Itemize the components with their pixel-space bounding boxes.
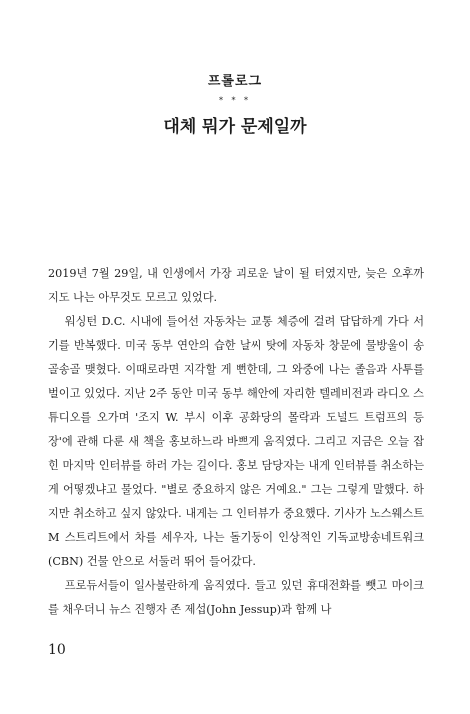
paragraph-2: 워싱턴 D.C. 시내에 들어선 자동차는 교통 체증에 걸려 답답하게 가다 서기를 반복했다. 미국 동부 연안의 습한 날씨 탓에 자동차 창문에 물방울이 송골송골 맺혔다. 이때로라면 지각할 게 뻔한데, 그 와중에 나는 졸음과 사투를 벌이고 있었다. 지난 2주 동안 미국 동부 해안에 자리한 텔레비전과 라디오 스튜디오를 오가며 '조지 W. 부시 이후 공화당의 몰락과 도널드 트럼프의 등장'에 관해 다룬 새 책을 홍보하느라 바쁘게 움직였다. 그리고 지금은 오늘 잡힌 마지막 인터뷰를 하러 가는 길이다. 홍보 담당자는 내게 인터뷰를 취소하는 게 어떻겠냐고 물었다. "별로 중요하지 않은 거예요." 그는 그렇게 말했다. 하지만 취소하고 싶지 않았다. 내게는 그 인터뷰가 중요했다. 기사가 노스웨스트 M 스트리트에서 차를 세우자, 나는 돌기둥이 인상적인 기독교방송네트워크(CBN) 건물 안으로 서둘러 뛰어 들어갔다.: [48, 315, 424, 568]
body-text: [48, 262, 424, 622]
chapter-title: 대체 뭐가 문제일까: [163, 117, 307, 137]
page-number: 10: [48, 642, 66, 658]
paragraph-3: 프로듀서들이 일사불란하게 움직였다. 들고 있던 휴대전화를 뺏고 마이크를 채우더니 뉴스 진행자 존 제섭(John Jessup)과 함께 나: [48, 579, 424, 616]
paragraph-1: 2019년 7월 29일, 내 인생에서 가장 괴로운 날이 될 터였지만, 늦은 오후까지도 나는 아무것도 모르고 있었다.: [48, 267, 424, 304]
chapter-label: 프롤로그: [207, 74, 263, 89]
ornament-stars: * * *: [218, 96, 252, 105]
